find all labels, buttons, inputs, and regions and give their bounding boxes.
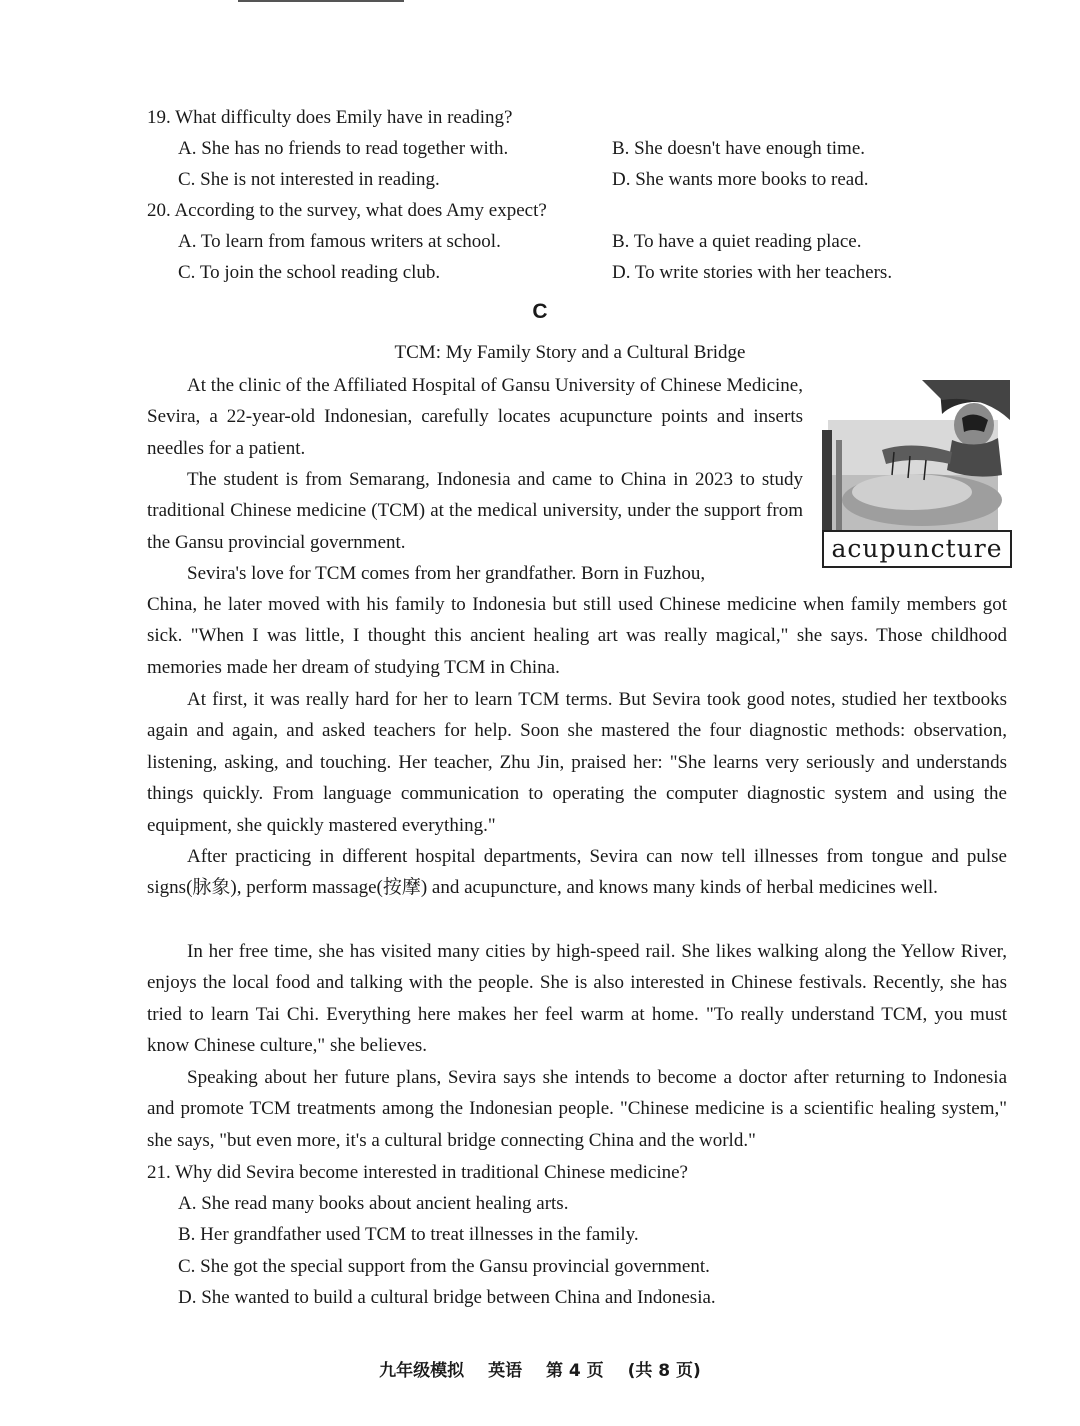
- passage-paragraph-6: In her free time, she has visited many cities by high-speed rail. She likes walking along the Yellow River, enjoys the local food and talking with the people. She is also interested in Chinese festivals. Recently, she has tried to learn Tai Chi. Everything here makes her feel warm at home. "To really understand TCM, you must know Chinese culture," she believes.: [147, 941, 1007, 1057]
- illustration-caption: acupuncture: [822, 530, 1012, 568]
- acupuncture-illustration: [822, 380, 1010, 568]
- question-19-option-c: C. She is not interested in reading.: [178, 169, 440, 190]
- question-20-stem: 20. According to the survey, what does Amy expect?: [147, 200, 547, 221]
- question-21-option-c: C. She got the special support from the Gansu provincial government.: [178, 1256, 710, 1277]
- passage-paragraph-5: After practicing in different hospital departments, Sevira can now tell illnesses from tongue and pulse signs(脉象), perform massage(按摩) and acupuncture, and knows many kinds of herbal medicines well.: [147, 846, 1007, 899]
- question-19-option-d: D. She wants more books to read.: [612, 169, 869, 190]
- question-19-stem: 19. What difficulty does Emily have in reading?: [147, 107, 513, 128]
- section-letter: C: [532, 300, 548, 323]
- passage-paragraph-1: At the clinic of the Affiliated Hospital of Gansu University of Chinese Medicine, Sevira, a 22-year-old Indonesian, carefully locates acupuncture points and inserts needles for a patient.: [147, 375, 803, 459]
- question-19-option-a: A. She has no friends to read together with.: [178, 138, 509, 159]
- question-19-option-b: B. She doesn't have enough time.: [612, 138, 866, 159]
- question-20-option-b: B. To have a quiet reading place.: [612, 231, 862, 252]
- question-20-option-c: C. To join the school reading club.: [178, 262, 441, 283]
- footer-exam-name: 九年级模拟: [379, 1361, 465, 1381]
- top-rule: [238, 0, 404, 2]
- question-21-option-b: B. Her grandfather used TCM to treat illnesses in the family.: [178, 1224, 639, 1245]
- footer-total-pages: (共 8 页): [627, 1361, 701, 1381]
- footer-page-number: 第 4 页: [546, 1361, 604, 1381]
- question-20-option-a: A. To learn from famous writers at school.: [178, 231, 501, 252]
- question-21-option-d: D. She wanted to build a cultural bridge between China and Indonesia.: [178, 1287, 716, 1308]
- passage-paragraph-4: At first, it was really hard for her to learn TCM terms. But Sevira took good notes, studied her textbooks again and again, and asked teachers for help. Soon she mastered the four diagnostic methods: observation, listening, asking, and touching. Her teacher, Zhu Jin, praised her: "She learns very seriously and understands things quickly. From language communication to operating the computer diagnostic system and using the equipment, she quickly mastered everything.": [147, 689, 1007, 836]
- question-20-option-d: D. To write stories with her teachers.: [612, 262, 893, 283]
- acupuncture-picture: [822, 380, 1010, 530]
- passage-title: TCM: My Family Story and a Cultural Bridge: [394, 342, 746, 363]
- page-footer: [0, 1356, 1080, 1381]
- question-21-stem: 21. Why did Sevira become interested in traditional Chinese medicine?: [147, 1162, 688, 1183]
- footer-subject: 英语: [488, 1361, 523, 1381]
- passage-paragraph-3-first-line: Sevira's love for TCM comes from her grandfather. Born in Fuzhou,: [187, 563, 706, 584]
- passage-paragraph-3-continued: China, he later moved with his family to Indonesia but still used Chinese medicine when family members got sick. "When I was little, I thought this ancient healing art was really magical," she says. Those childhood memories made her dream of studying TCM in China.: [147, 594, 1007, 678]
- passage-paragraph-2: The student is from Semarang, Indonesia and came to China in 2023 to study traditional Chinese medicine (TCM) at the medical university, under the support from the Gansu provincial government.: [147, 469, 803, 553]
- passage-paragraph-7: Speaking about her future plans, Sevira says she intends to become a doctor after returning to Indonesia and promote TCM treatments among the Indonesian people. "Chinese medicine is a scientific healing system," she says, "but even more, it's a cultural bridge connecting China and the world.": [147, 1067, 1007, 1151]
- question-21-option-a: A. She read many books about ancient healing arts.: [178, 1193, 569, 1214]
